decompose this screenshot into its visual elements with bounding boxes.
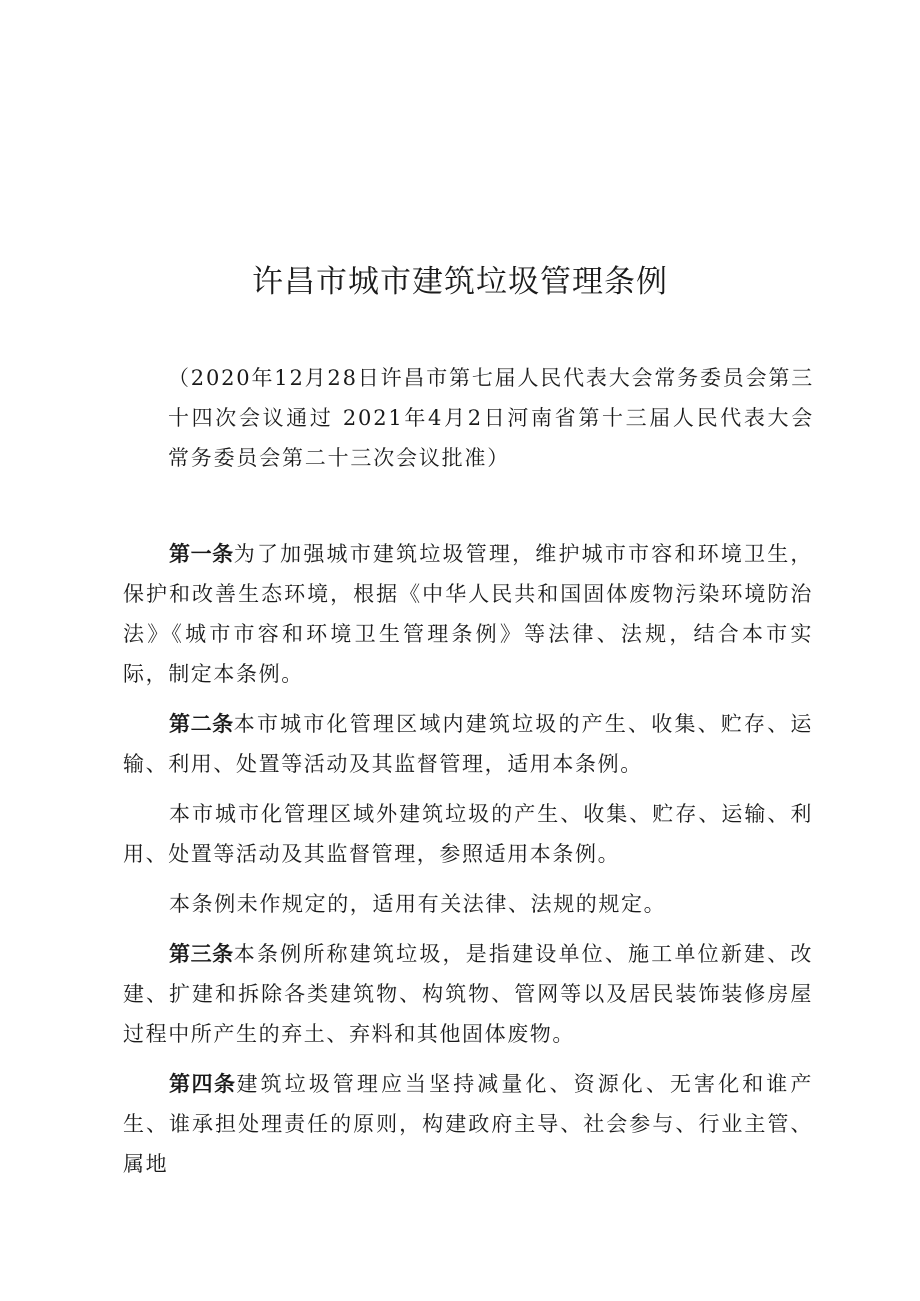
article-number: 第一条	[169, 542, 234, 566]
article-number: 第三条	[169, 942, 234, 966]
adoption-note: （2020年12月28日许昌市第七届人民代表大会常务委员会第三十四次会议通过 2021年4月2日河南省第十三届人民代表大会常务委员会第二十三次会议批准）	[168, 366, 814, 470]
article-2-paragraph-3: 本条例未作规定的，适用有关法律、法规的规定。	[169, 892, 667, 916]
article-3	[123, 934, 813, 1054]
article-text: 为了加强城市建筑垃圾管理，维护城市市容和环境卫生，保护和改善生态环境，根据《中华人民共和国固体废物污染环境防治法》《城市市容和环境卫生管理条例》等法律、法规，结合本市实际，制定本条例。	[123, 542, 814, 686]
article-2-paragraph-2: 本市城市化管理区域外建筑垃圾的产生、收集、贮存、运输、利用、处置等活动及其监督管理，参照适用本条例。	[123, 802, 813, 866]
article-number: 第二条	[169, 712, 234, 736]
article-text: 建筑垃圾管理应当坚持减量化、资源化、无害化和谁产生、谁承担处理责任的原则，构建政府主导、社会参与、行业主管、属地	[123, 1072, 813, 1176]
article-2	[123, 704, 813, 784]
article-text: 本市城市化管理区域内建筑垃圾的产生、收集、贮存、运输、利用、处置等活动及其监督管理，适用本条例。	[123, 712, 814, 776]
article-number: 第四条	[169, 1072, 237, 1096]
document-body	[123, 534, 813, 1194]
document-title: 许昌市城市建筑垃圾管理条例	[252, 264, 668, 300]
article-text: 本条例所称建筑垃圾，是指建设单位、施工单位新建、改建、扩建和拆除各类建筑物、构筑物、管网等以及居民装饰装修房屋过程中所产生的弃土、弃料和其他固体废物。	[123, 942, 814, 1046]
article-1	[123, 534, 813, 694]
article-4	[123, 1064, 813, 1184]
